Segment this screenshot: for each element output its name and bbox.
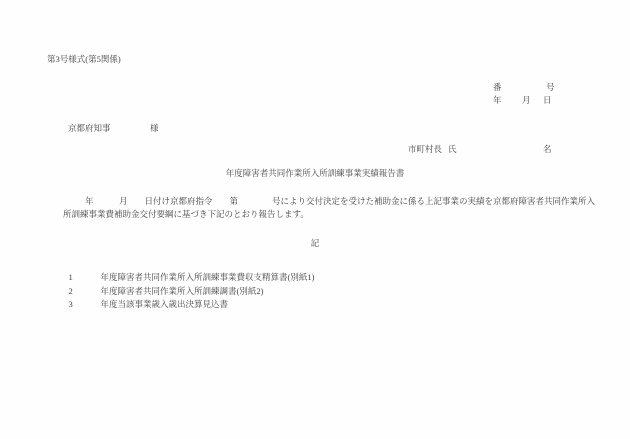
attachment-number: 2 [68,286,73,297]
attachment-item-3 [60,289,228,320]
attachment-text: 年度当該事業歳入歳出決算見込書 [100,299,229,310]
document-number-ban-label: 番 [493,82,502,92]
attachment-number: 3 [68,299,73,310]
form-number: 第3号様式(第5関係) [47,54,121,64]
date-month-label: 月 [522,95,531,105]
sender-name-shi-label: 氏 [448,144,457,154]
addressee-name: 京都府知事 [68,123,111,133]
body-paragraph-line1: 年 月 日付け京都府指令 第 号により交付決定を受けた補助金に係る上記事業の実績を京都府障害者共同作業所入 [85,196,596,206]
addressee-honorific: 様 [150,123,159,133]
document-number-go-label: 号 [546,82,555,92]
document-title: 年度障害者共同作業所入所訓練事業実績報告書 [225,168,405,178]
attachment-text: 年度障害者共同作業所入所訓練事業費収支精算書(別紙1) [100,272,315,283]
attachment-text: 年度障害者共同作業所入所訓練調書(別紙2) [100,286,264,297]
body-paragraph-line2: 所訓練事業費補助金交付要綱に基づき下記のとおり報告します。 [63,209,309,219]
attachment-number: 1 [68,272,73,283]
date-day-label: 日 [543,95,552,105]
sender-name-mei-label: 名 [543,144,552,154]
record-marker: 記 [310,238,320,248]
date-year-label: 年 [493,95,502,105]
sender-title: 市町村長 [408,144,443,154]
